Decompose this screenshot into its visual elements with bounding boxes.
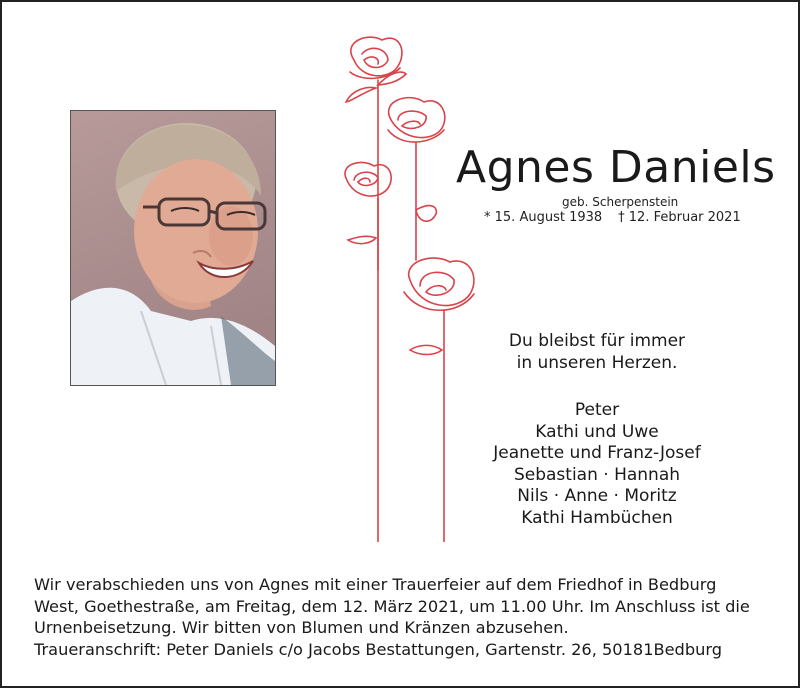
maiden-name: geb. Scherpenstein <box>562 195 679 209</box>
roses-illustration <box>332 30 482 542</box>
death-date: † 12. Februar 2021 <box>618 210 741 225</box>
rose-3 <box>345 162 391 196</box>
mourner-line: Jeanette und Franz-Josef <box>493 443 701 463</box>
memorial-quote <box>482 330 712 374</box>
mourner-line: Kathi und Uwe <box>535 421 659 442</box>
quote-line: Du bleibst für immer <box>508 331 686 351</box>
rose-2 <box>388 98 445 142</box>
funeral-notice <box>34 574 774 660</box>
notice-line: Wir verabschieden uns von Agnes mit einer Trauerfeier auf dem Friedhof in Bedburg <box>34 575 717 594</box>
notice-address: Traueranschrift: Peter Daniels c/o Jacobs Bestattungen, Gartenstr. 26, 50181Bedburg <box>34 639 723 659</box>
deceased-name: Agnes Daniels <box>456 142 776 193</box>
mourner-line: Nils · Anne · Moritz <box>517 486 677 506</box>
notice-line: West, Goethestraße, am Freitag, dem 12. März 2021, um 11.00 Uhr. Im Anschluss ist die <box>34 596 750 616</box>
life-dates <box>484 210 741 225</box>
quote-line: in unseren Herzen. <box>516 353 678 373</box>
rose-1 <box>350 37 402 78</box>
mourners-list <box>472 400 722 529</box>
rose-4 <box>404 258 474 310</box>
mourner-line: Sebastian · Hannah <box>513 464 681 485</box>
birth-date: * 15. August 1938 <box>484 210 603 225</box>
notice-line: Urnenbeisetzung. Wir bitten von Blumen und Kränzen abzusehen. <box>34 618 569 637</box>
portrait-photo <box>70 110 276 386</box>
mourner-line: Peter <box>574 400 620 420</box>
portrait-illustration <box>71 111 275 385</box>
mourner-line: Kathi Hambüchen <box>521 507 673 528</box>
